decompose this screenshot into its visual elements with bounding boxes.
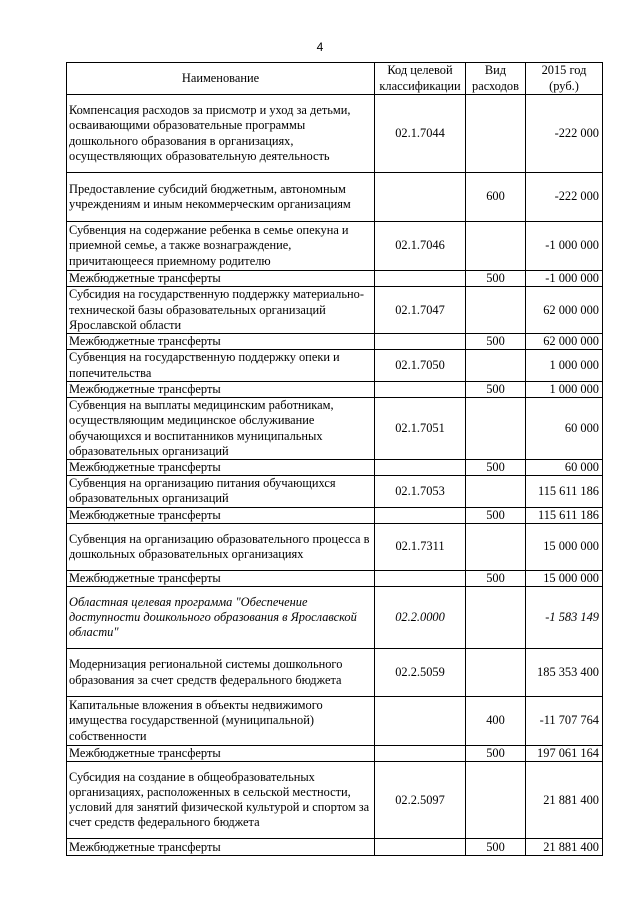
row-amount: 115 611 186: [526, 507, 603, 523]
row-kind: 500: [466, 570, 526, 586]
row-kind: 500: [466, 507, 526, 523]
row-code: [375, 570, 466, 586]
row-kind: [466, 95, 526, 173]
row-kind: 500: [466, 746, 526, 762]
row-code: 02.1.7044: [375, 95, 466, 173]
row-amount: -11 707 764: [526, 697, 603, 746]
row-code: 02.2.5097: [375, 762, 466, 839]
table-row: [67, 271, 603, 287]
table-row: [67, 649, 603, 697]
table-row: [67, 460, 603, 476]
row-kind: [466, 350, 526, 381]
row-amount: 197 061 164: [526, 746, 603, 762]
row-kind: [466, 222, 526, 271]
row-kind: [466, 587, 526, 649]
row-kind: [466, 287, 526, 334]
row-amount: -1 583 149: [526, 587, 603, 649]
row-code: [375, 460, 466, 476]
row-name: Субвенция на выплаты медицинским работникам, осуществляющим медицинское обслуживание обучающихся и воспитанников муниципальных образовательных организаций: [67, 398, 375, 460]
budget-table: [66, 62, 603, 856]
table-row: [67, 173, 603, 222]
table-row: [67, 523, 603, 570]
row-amount: 15 000 000: [526, 523, 603, 570]
row-name: Предоставление субсидий бюджетным, автономным учреждениям и иным некоммерческим организациям: [67, 173, 375, 222]
row-kind: 500: [466, 460, 526, 476]
row-code: 02.1.7051: [375, 398, 466, 460]
row-code: [375, 271, 466, 287]
table-row: [67, 570, 603, 586]
header-code: Код целевой классификации: [375, 63, 466, 95]
row-amount: 60 000: [526, 398, 603, 460]
row-code: 02.1.7311: [375, 523, 466, 570]
row-name: Капитальные вложения в объекты недвижимого имущества государственной (муниципальной) собственности: [67, 697, 375, 746]
row-name: Компенсация расходов за присмотр и уход за детьми, осваивающими образовательные программы дошкольного образования в организациях, осуществляющих образовательную деятельность: [67, 95, 375, 173]
row-kind: 500: [466, 839, 526, 856]
header-name: Наименование: [67, 63, 375, 95]
row-kind: 600: [466, 173, 526, 222]
row-kind: 500: [466, 334, 526, 350]
row-kind: [466, 762, 526, 839]
row-name: Межбюджетные трансферты: [67, 570, 375, 586]
row-code: [375, 334, 466, 350]
row-name: Межбюджетные трансферты: [67, 381, 375, 397]
table-row: [67, 222, 603, 271]
table-row: [67, 95, 603, 173]
table-header-row: [67, 63, 603, 95]
row-name: Межбюджетные трансферты: [67, 271, 375, 287]
table-row: [67, 697, 603, 746]
row-amount: 21 881 400: [526, 839, 603, 856]
row-code: [375, 381, 466, 397]
page-number: 4: [316, 40, 324, 54]
row-name: Межбюджетные трансферты: [67, 746, 375, 762]
row-name: Субсидия на создание в общеобразовательных организациях, расположенных в сельской местности, условий для занятий физической культурой и спортом за счет средств федерального бюджета: [67, 762, 375, 839]
row-name: Межбюджетные трансферты: [67, 839, 375, 856]
table-row: [67, 334, 603, 350]
row-kind: [466, 649, 526, 697]
row-amount: 1 000 000: [526, 350, 603, 381]
row-name: Субвенция на государственную поддержку опеки и попечительства: [67, 350, 375, 381]
row-kind: [466, 523, 526, 570]
row-name: Модернизация региональной системы дошкольного образования за счет средств федерального бюджета: [67, 649, 375, 697]
row-code: 02.1.7053: [375, 476, 466, 507]
table-row: [67, 476, 603, 507]
row-name: Межбюджетные трансферты: [67, 334, 375, 350]
row-name: Субвенция на организацию образовательного процесса в дошкольных образовательных организациях: [67, 523, 375, 570]
table-row: [67, 350, 603, 381]
row-name: Субсидия на государственную поддержку материально-технической базы образовательных организаций Ярославской области: [67, 287, 375, 334]
row-amount: 62 000 000: [526, 287, 603, 334]
table-row: [67, 381, 603, 397]
row-amount: 60 000: [526, 460, 603, 476]
row-code: 02.2.0000: [375, 587, 466, 649]
row-amount: -1 000 000: [526, 271, 603, 287]
table-body: [67, 95, 603, 856]
row-code: 02.1.7046: [375, 222, 466, 271]
row-amount: 185 353 400: [526, 649, 603, 697]
row-code: [375, 507, 466, 523]
row-name: Областная целевая программа "Обеспечение доступности дошкольного образования в Ярославской области": [67, 587, 375, 649]
row-amount: -222 000: [526, 173, 603, 222]
row-kind: 500: [466, 271, 526, 287]
row-amount: 15 000 000: [526, 570, 603, 586]
header-amount: 2015 год (руб.): [526, 63, 603, 95]
table-row: [67, 287, 603, 334]
row-code: 02.1.7047: [375, 287, 466, 334]
row-amount: 1 000 000: [526, 381, 603, 397]
row-kind: 500: [466, 381, 526, 397]
row-amount: 115 611 186: [526, 476, 603, 507]
row-code: [375, 697, 466, 746]
header-kind: Вид расходов: [466, 63, 526, 95]
row-code: [375, 173, 466, 222]
row-amount: -1 000 000: [526, 222, 603, 271]
row-kind: [466, 398, 526, 460]
row-code: 02.1.7050: [375, 350, 466, 381]
row-amount: 62 000 000: [526, 334, 603, 350]
row-code: 02.2.5059: [375, 649, 466, 697]
table-row: [67, 398, 603, 460]
row-code: [375, 839, 466, 856]
table-row: [67, 587, 603, 649]
row-kind: [466, 476, 526, 507]
row-amount: 21 881 400: [526, 762, 603, 839]
row-amount: -222 000: [526, 95, 603, 173]
table-row: [67, 507, 603, 523]
table-row: [67, 762, 603, 839]
row-name: Субвенция на содержание ребенка в семье опекуна и приемной семье, а также вознаграждение, причитающееся приемному родителю: [67, 222, 375, 271]
row-kind: 400: [466, 697, 526, 746]
row-name: Межбюджетные трансферты: [67, 460, 375, 476]
table-row: [67, 839, 603, 856]
table-row: [67, 746, 603, 762]
row-code: [375, 746, 466, 762]
row-name: Межбюджетные трансферты: [67, 507, 375, 523]
row-name: Субвенция на организацию питания обучающихся образовательных организаций: [67, 476, 375, 507]
